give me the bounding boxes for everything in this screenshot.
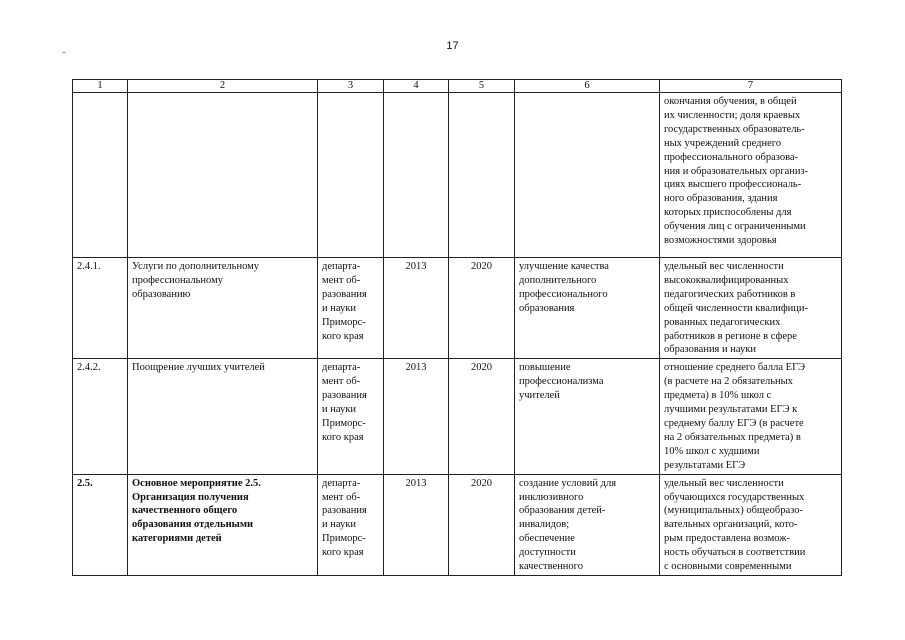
item-number: 2.5.: [73, 474, 128, 575]
table-row: [73, 474, 842, 575]
indicator: окончания обучения, в общей их численности; доля краевых государственных образователь- ных учреждений среднего профессионального образова- ния и образовательных организ- циях высшего профессиональ- ного образования, здания которых приспособлены для обучения лиц с ограниченными возможностями здоровья: [660, 93, 842, 258]
item-number: 2.4.1.: [73, 258, 128, 359]
table-row: [73, 93, 842, 258]
responsible-executor: департа- мент об- разования и науки Приморс- кого края: [318, 359, 384, 474]
start-year: 2013: [384, 474, 449, 575]
table-row: [73, 258, 842, 359]
item-number: [73, 93, 128, 258]
scan-mark: [62, 52, 66, 53]
start-year: 2013: [384, 359, 449, 474]
responsible-executor: [318, 93, 384, 258]
end-year: [449, 93, 515, 258]
program-table: [72, 79, 842, 576]
end-year: 2020: [449, 359, 515, 474]
expected-result: создание условий для инклюзивного образования детей- инвалидов; обеспечение доступности качественного: [515, 474, 660, 575]
item-title: Поощрение лучших учителей: [128, 359, 318, 474]
start-year: [384, 93, 449, 258]
expected-result: [515, 93, 660, 258]
expected-result: повышение профессионализма учителей: [515, 359, 660, 474]
item-title: Основное мероприятие 2.5. Организация получения качественного общего образования отдельными категориями детей: [128, 474, 318, 575]
table-row: [73, 359, 842, 474]
header-cell: 3: [318, 80, 384, 93]
header-cell: 4: [384, 80, 449, 93]
item-title: Услуги по дополнительному профессиональному образованию: [128, 258, 318, 359]
header-cell: 7: [660, 80, 842, 93]
item-number: 2.4.2.: [73, 359, 128, 474]
expected-result: улучшение качества дополнительного профессионального образования: [515, 258, 660, 359]
header-cell: 2: [128, 80, 318, 93]
start-year: 2013: [384, 258, 449, 359]
end-year: 2020: [449, 258, 515, 359]
table-header-row: [73, 80, 842, 93]
responsible-executor: департа- мент об- разования и науки Приморс- кого края: [318, 474, 384, 575]
header-cell: 1: [73, 80, 128, 93]
indicator: отношение среднего балла ЕГЭ (в расчете на 2 обязательных предмета) в 10% школ с лучшими результатами ЕГЭ к среднему баллу ЕГЭ (в расчете на 2 обязательных предмета) в 10% школ с худшими результатами ЕГЭ: [660, 359, 842, 474]
item-title: [128, 93, 318, 258]
page-number: 17: [446, 40, 459, 52]
indicator: удельный вес численности обучающихся государственных (муниципальных) общеобразо- вательных организаций, кото- рым предоставлена возмож- ность обучаться в соответствии с основными современными: [660, 474, 842, 575]
indicator: удельный вес численности высококвалифицированных педагогических работников в общей численности квалифици- рованных педагогических работников в регионе в сфере образования и науки: [660, 258, 842, 359]
responsible-executor: департа- мент об- разования и науки Приморс- кого края: [318, 258, 384, 359]
header-cell: 5: [449, 80, 515, 93]
end-year: 2020: [449, 474, 515, 575]
header-cell: 6: [515, 80, 660, 93]
